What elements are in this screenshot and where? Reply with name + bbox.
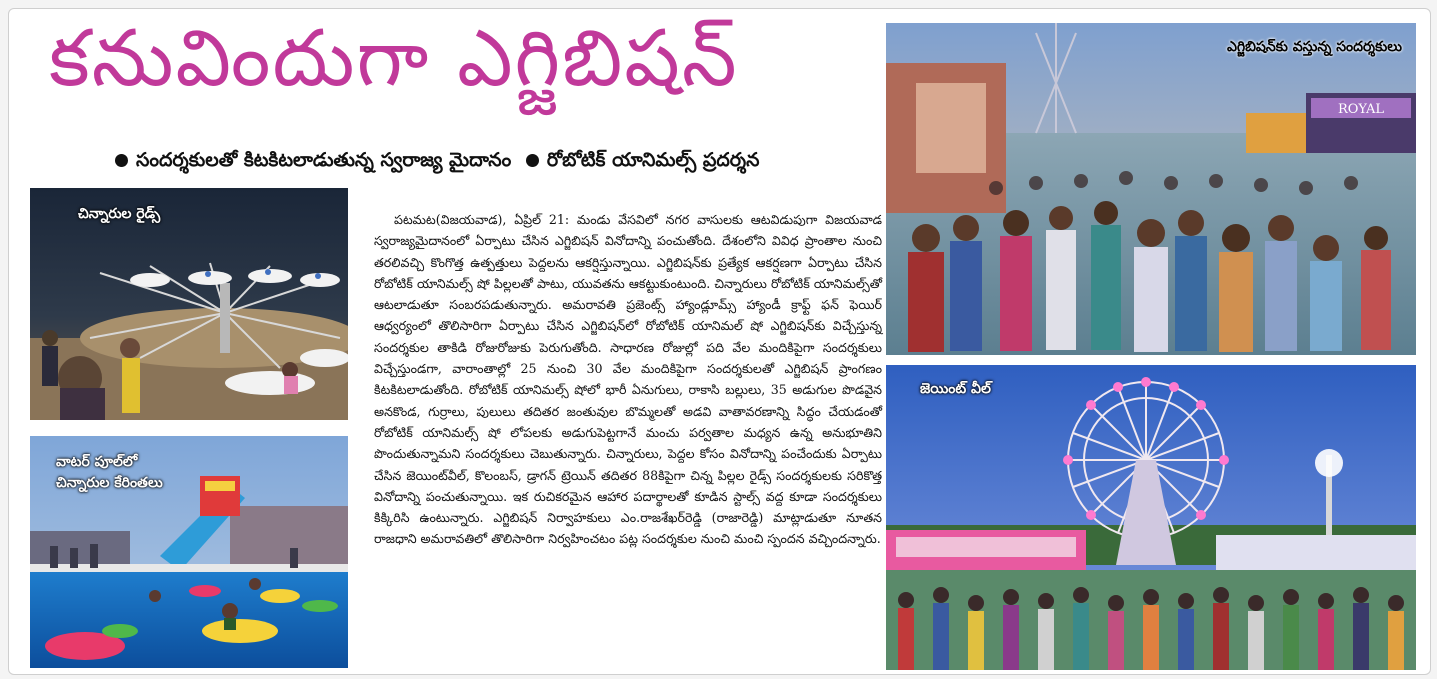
water-pool-caption-line-2: చిన్నారుల కేరింతలు xyxy=(56,475,163,491)
headline: కనువిందుగా ఎగ్జిబిషన్ xyxy=(49,14,739,104)
bullet-icon xyxy=(115,154,128,167)
subheadline xyxy=(107,149,847,176)
crowd-illustration xyxy=(886,23,1416,355)
rides-photo xyxy=(30,188,348,420)
royal-sign-text: ROYAL xyxy=(1337,102,1385,117)
crowd-photo xyxy=(886,23,1416,355)
article-paragraph: పటమట(విజయవాడ), ఏప్రిల్ 21: మండు వేసవిలో నగర వాసులకు ఆటవిడుపుగా విజయవాడ స్వరాజ్యమైదానంలో ఏర్పాటు చేసిన ఎగ్జిబిషన్ వినోదాన్ని పంచుతోంది. దేశంలోని వివిధ ప్రాంతాల నుంచి తరలివచ్చి కొంగొత్త ఉత్పత్తులు పెద్దలను ఆకర్షిస్తున్నాయి. ఎగ్జిబిషన్‌కు ప్రత్యేక ఆకర్షణగా ఏర్పాటు చేసిన రోబోటిక్ యానిమల్స్ షో పిల్లలతో పాటు, యువతను ఆకట్టుకుంటుంది. చిన్నారులు రోబోటిక్ యానిమల్స్‌తో ఆటలాడుతూ సంబరపడుతున్నారు. అమరావతి ప్రజెంట్స్ హ్యాండ్లూమ్స్ హ్యాండీ క్రాఫ్ట్ ఫన్ ఫెయిర్ ఆధ్వర్యంలో తొలిసారిగా ఏర్పాటు చేసిన ఎగ్జిబిషన్‌లో రోబోటిక్ యానిమల్ షో ఎగ్జిబిషన్‌కు విచ్చేస్తున్న సందర్శకుల తాకిడి రోజురోజుకు పెరుగుతోంది. సాధారణ రోజుల్లో పది వేల మందికిపైగా సందర్శకులు విచ్చేస్తుండగా, వారాంతాల్లో 25 నుంచి 30 వేల మందికిపైగా సందర్శకులతో ఎగ్జిబిషన్ ప్రాంగణం కిటకిటలాడుతోంది. రోబోటిక్ యానిమల్స్ షోలో భారీ ఏనుగులు, రాకాసి బల్లులు, 35 అడుగుల పొడవైన అనకొండ, గుర్రాలు, పులులు తదితర జంతువుల బొమ్మలతో అడవి వాతావరణాన్ని సిద్ధం చేయడంతో రోబోటిక్ యానిమల్స్ షో లోపలకు అడుగుపెట్టగానే మంచు పర్వతాల మధ్యన ఉన్న అనుభూతిని పొందుతున్నామని సందర్శకులు చెబుతున్నారు. చిన్నారులు, పెద్దల కోసం వినోదాన్ని పంచేందుకు ఏర్పాటు చేసిన జెయింట్‌వీల్, కొలంబస్, డ్రాగన్ ట్రెయిన్ తదితర 88కిపైగా చిన్న పిల్లల రైడ్స్ సందర్శకులకు సరికొత్త వినోదాన్ని పంచుతున్నాయి. ఇక రుచికరమైన ఆహార పదార్థాలతో కూడిన స్టాల్స్ వద్ద కూడా సందర్శకులు కిక్కిరిసి ఉంటున్నారు. ఎగ్జిబిషన్ నిర్వాహకులు ఎం.రాజశేఖర్‌రెడ్డి (రాజారెడ్డి) మాట్లాడుతూ నూతన రాజధాని అమరావతిలో తొలిసారిగా నిర్వహించటం పట్ల సందర్శకుల నుంచి మంచి స్పందన వచ్చిందన్నారు. xyxy=(374,212,882,547)
subhead-2: రోబోటిక్ యానిమల్స్ ప్రదర్శన xyxy=(546,149,760,171)
giant-wheel-illustration xyxy=(886,365,1416,670)
water-pool-photo xyxy=(30,436,348,668)
article-body xyxy=(374,209,882,550)
crowd-caption: ఎగ్జిబిషన్‌కు వస్తున్న సందర్శకులు xyxy=(1226,39,1402,55)
rides-caption: చిన్నారుల రైడ్స్ xyxy=(78,206,161,222)
newspaper-page xyxy=(8,8,1431,675)
giant-wheel-caption: జెయింట్ వీల్ xyxy=(920,381,991,397)
water-pool-caption-line-1: వాటర్ పూల్‌లో xyxy=(56,454,138,470)
subhead-1: సందర్శకులతో కిటకిటలాడుతున్న స్వరాజ్య మైదానం xyxy=(136,149,512,171)
water-pool-caption xyxy=(56,452,163,494)
bullet-icon xyxy=(526,154,539,167)
giant-wheel-photo xyxy=(886,365,1416,670)
